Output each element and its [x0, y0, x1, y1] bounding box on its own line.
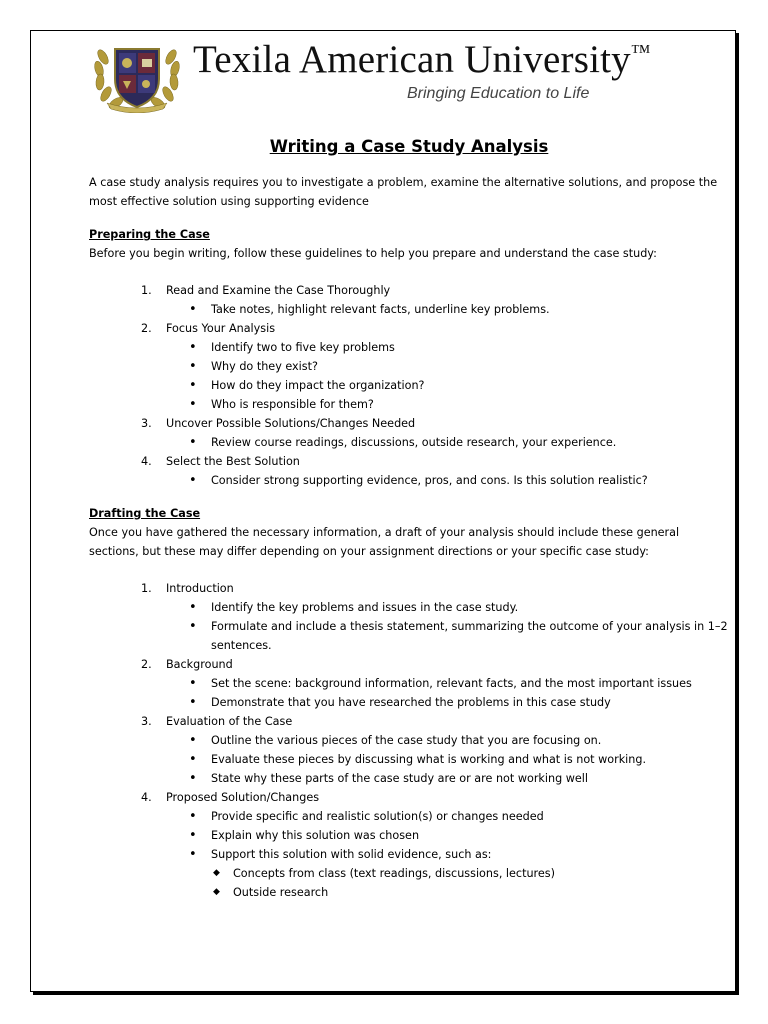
- step-label: Background: [166, 658, 233, 671]
- university-tagline: Bringing Education to Life: [407, 85, 590, 102]
- step-number: 2.: [141, 658, 152, 671]
- step-item: [89, 788, 729, 902]
- step-label: Read and Examine the Case Thoroughly: [166, 284, 391, 297]
- step-number: 3.: [141, 715, 152, 728]
- bullet-item: • Outline the various pieces of the case study that you are focusing on.: [166, 731, 729, 750]
- bullet-item: • Provide specific and realistic solution(s) or changes needed: [166, 807, 729, 826]
- trademark-symbol: ™: [630, 41, 651, 63]
- bullet-item: • Demonstrate that you have researched the problems in this case study: [166, 693, 729, 712]
- section-heading: Preparing the Case: [89, 228, 210, 241]
- bullet-list: [166, 300, 729, 319]
- bullet-list: [166, 471, 729, 490]
- step-item: [89, 452, 729, 490]
- step-label: Introduction: [166, 582, 234, 595]
- step-number: 2.: [141, 322, 152, 335]
- step-label: Select the Best Solution: [166, 455, 300, 468]
- bullet-item: • Set the scene: background information, relevant facts, and the most important issues: [166, 674, 729, 693]
- bullet-item: • Support this solution with solid evidence, such as:: [166, 845, 729, 864]
- bullet-item: • Evaluate these pieces by discussing what is working and what is not working.: [166, 750, 729, 769]
- section-gap: [89, 490, 729, 504]
- bullet-item: • State why these parts of the case study are or are not working well: [166, 769, 729, 788]
- step-number: 3.: [141, 417, 152, 430]
- bullet-item: • Why do they exist?: [166, 357, 729, 376]
- section-description: Before you begin writing, follow these guidelines to help you prepare and understand the case study:: [89, 247, 657, 260]
- bullet-list: [166, 433, 729, 452]
- bullet-item: • Identify the key problems and issues in the case study.: [166, 598, 729, 617]
- step-item: [89, 655, 729, 712]
- intro-paragraph: A case study analysis requires you to investigate a problem, examine the alternative solutions, and propose the most effective solution using supporting evidence: [89, 176, 718, 208]
- step-label: Uncover Possible Solutions/Changes Needed: [166, 417, 416, 430]
- bullet-list: [166, 598, 729, 655]
- page-frame: [30, 30, 736, 992]
- step-number: 1.: [141, 582, 152, 595]
- step-item: [89, 414, 729, 452]
- sub-bullet-item: ◆ Concepts from class (text readings, discussions, lectures): [211, 864, 729, 883]
- sub-bullet-list: [211, 864, 729, 902]
- bullet-item: • How do they impact the organization?: [166, 376, 729, 395]
- bullet-item: • Formulate and include a thesis statement, summarizing the outcome of your analysis in 1–2 sentences.: [166, 617, 729, 655]
- step-number: 4.: [141, 455, 152, 468]
- step-item: [89, 319, 729, 414]
- bullet-item: • Identify two to five key problems: [166, 338, 729, 357]
- step-number: 4.: [141, 791, 152, 804]
- sub-bullet-item: ◆ Outside research: [211, 883, 729, 902]
- bullet-item: • Who is responsible for them?: [166, 395, 729, 414]
- document-body: [89, 131, 729, 902]
- bullet-list: [166, 731, 729, 788]
- step-label: Focus Your Analysis: [166, 322, 276, 335]
- bullet-item: • Consider strong supporting evidence, pros, and cons. Is this solution realistic?: [166, 471, 729, 490]
- university-name: Texila American University™: [193, 38, 651, 81]
- document-sections: [89, 225, 729, 902]
- step-item: [89, 712, 729, 788]
- bullet-item: • Take notes, highlight relevant facts, underline key problems.: [166, 300, 729, 319]
- bullet-list: [166, 338, 729, 414]
- step-label: Proposed Solution/Changes: [166, 791, 320, 804]
- bullet-item: • Review course readings, discussions, outside research, your experience.: [166, 433, 729, 452]
- step-list: [89, 281, 729, 490]
- university-crest-logo: [89, 37, 185, 113]
- step-list: [89, 579, 729, 902]
- document-title: Writing a Case Study Analysis: [269, 137, 549, 156]
- section-heading: Drafting the Case: [89, 507, 201, 520]
- bullet-list: [166, 807, 729, 864]
- bullet-list: [166, 674, 729, 712]
- section-description: Once you have gathered the necessary information, a draft of your analysis should include these general sections, but these may differ depending on your assignment directions or your specific case study:: [89, 526, 680, 558]
- step-label: Evaluation of the Case: [166, 715, 293, 728]
- bullet-item: • Explain why this solution was chosen: [166, 826, 729, 845]
- step-item: [89, 579, 729, 655]
- step-item: [89, 281, 729, 319]
- letterhead: [89, 37, 649, 135]
- step-number: 1.: [141, 284, 152, 297]
